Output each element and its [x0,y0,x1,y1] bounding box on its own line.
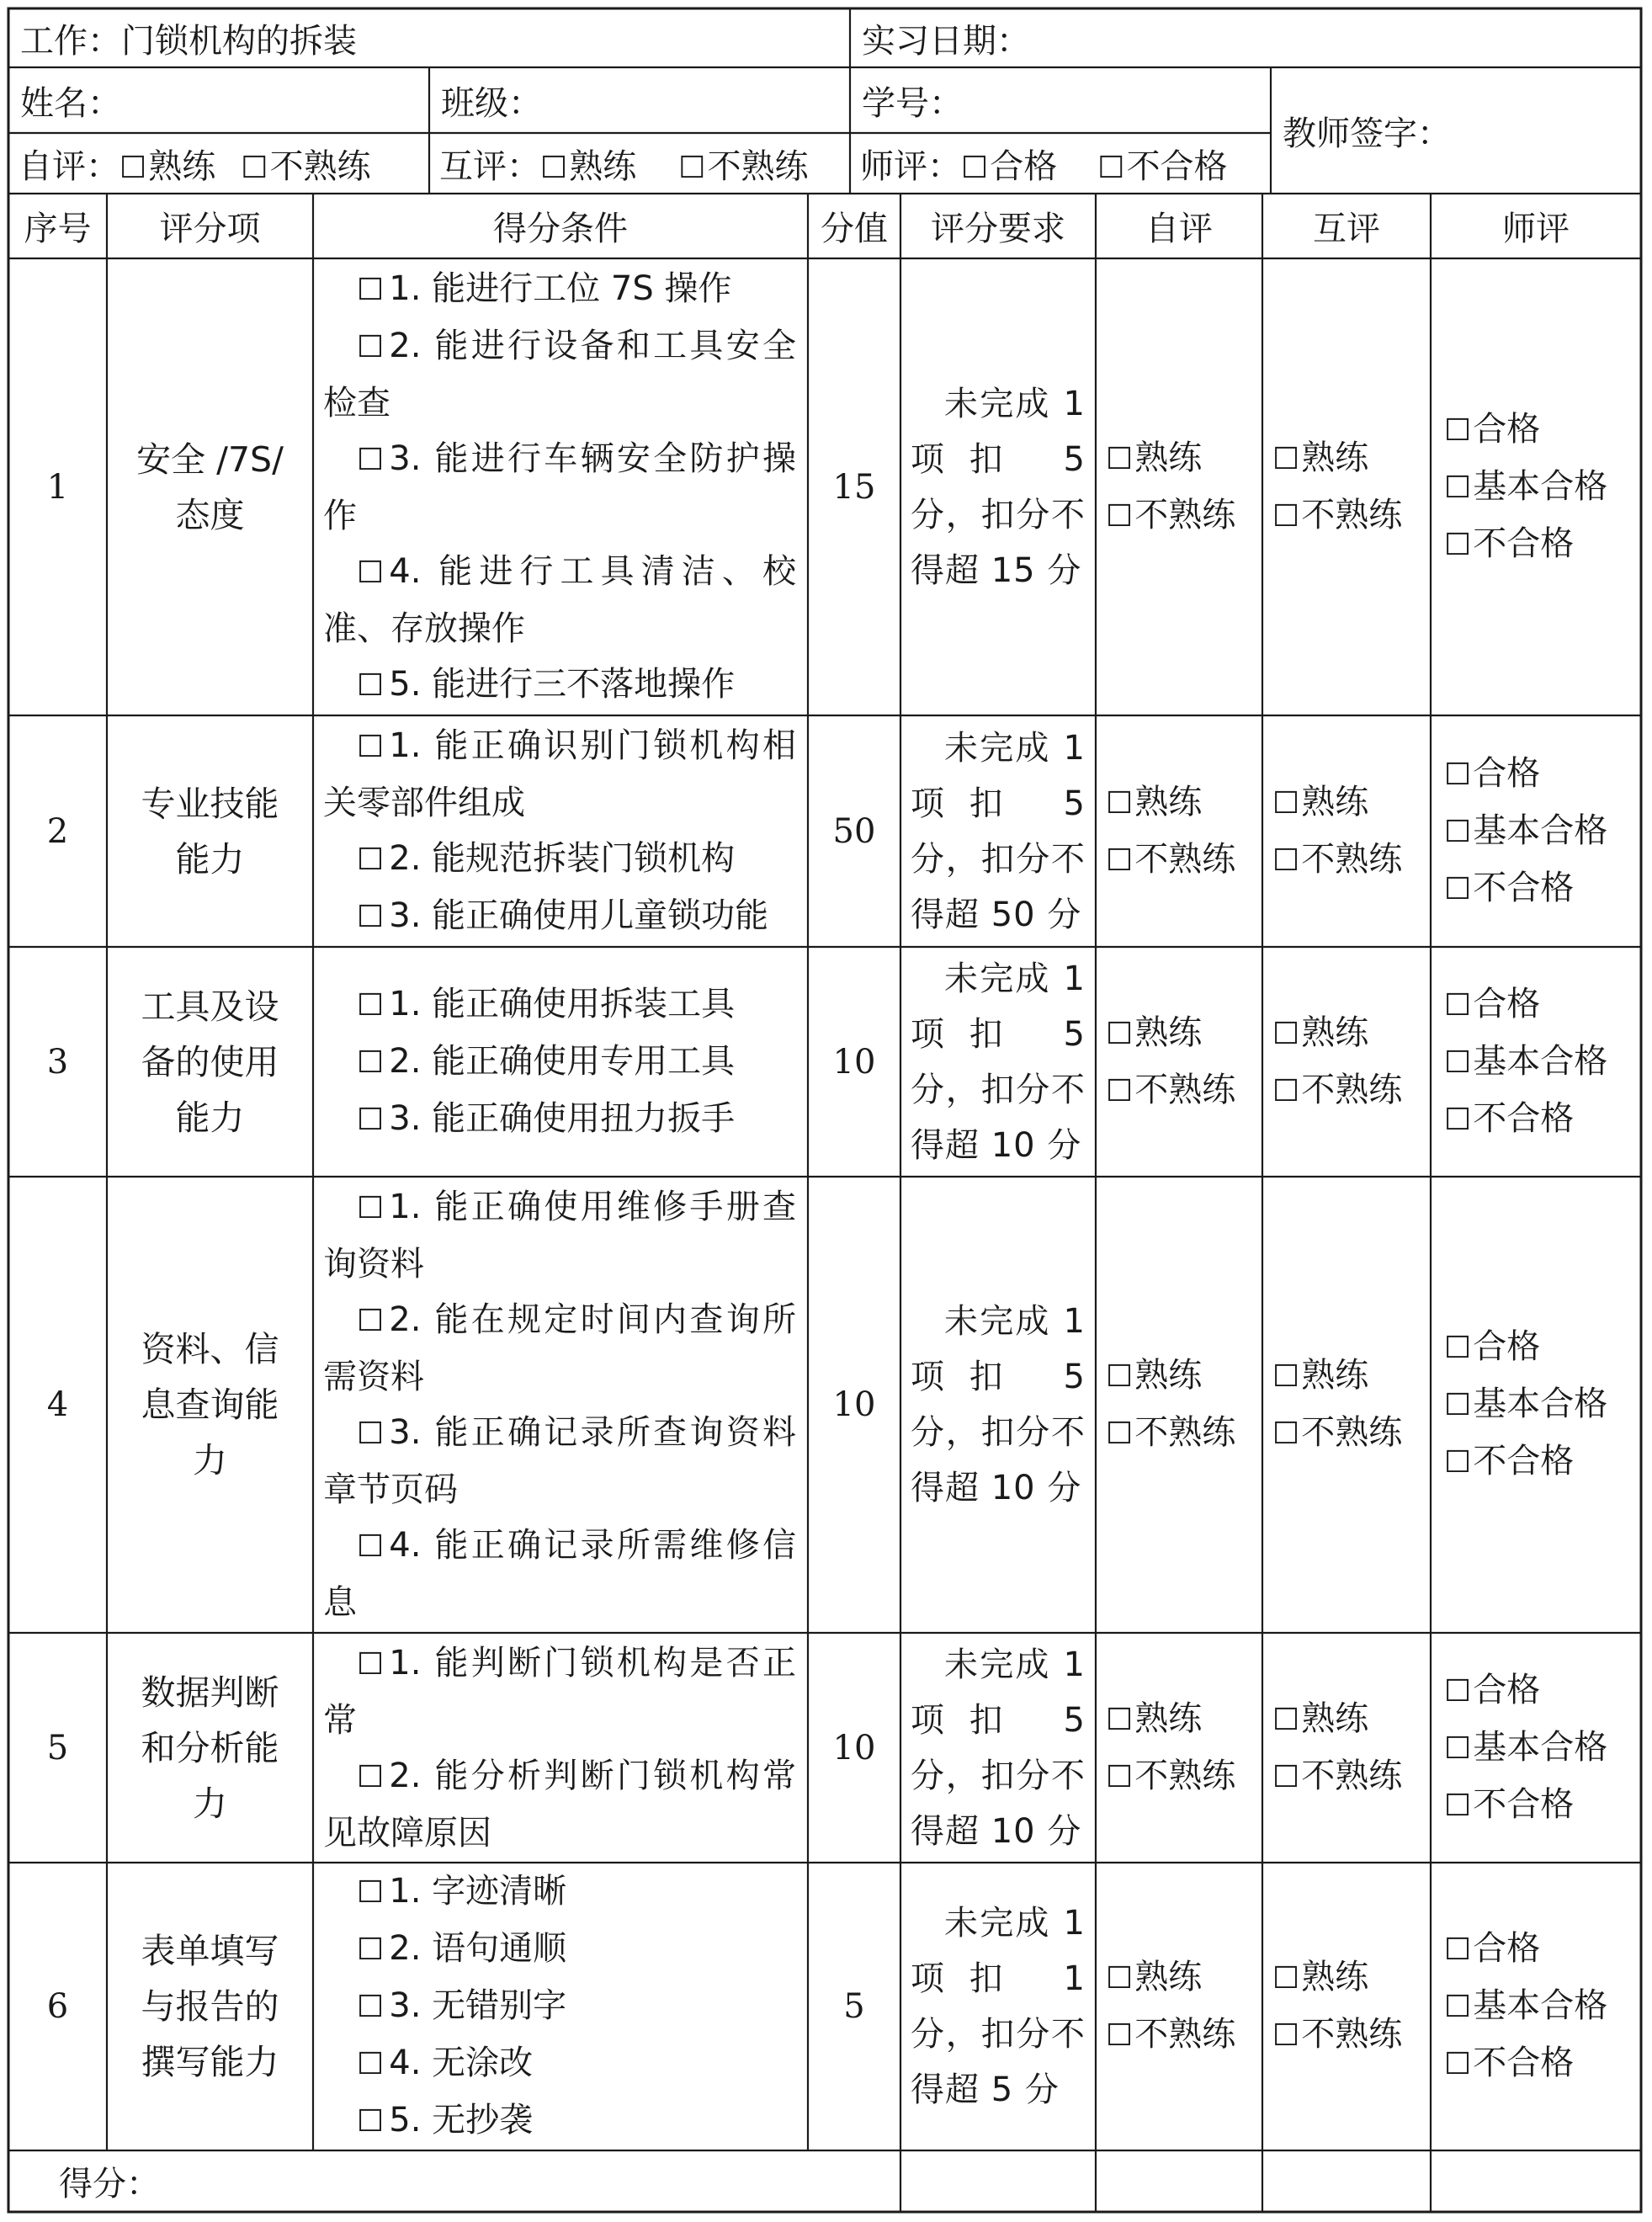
condition-item[interactable]: ☐ 3. 能正确使用扭力扳手 [357,1098,736,1138]
teacher-option-pass[interactable]: ☐合格 [1444,1327,1541,1366]
signature-label: 教师签字： [1283,114,1451,153]
condition-item[interactable]: ☐ 4. 能进行工具清洁、校准、存放操作 [323,551,796,648]
row-2-seq: 2 [46,811,69,851]
checkbox-icon: ☐ [1272,843,1300,878]
checkbox-icon: ☐ [1272,498,1300,534]
row-4-teacher-eval [1431,1177,1641,1633]
checkbox-icon: ☐ [357,1417,385,1451]
peer-option-proficient[interactable]: ☐熟练 [1272,1698,1369,1738]
checkbox-icon: ☐ [1444,1045,1472,1080]
name-label: 姓名： [20,83,121,123]
row-6-category: 表单填写与报告的撰写能力 [141,1931,279,2082]
student-id-label: 学号： [862,83,963,123]
checkbox-icon: ☐ [1106,1016,1134,1051]
checkbox-icon: ☐ [1272,1417,1300,1451]
row-1-conditions [313,258,808,715]
self-option-proficient[interactable]: ☐熟练 [1106,1356,1203,1395]
row-4-category: 资料、信息查询能力 [141,1329,279,1480]
condition-item[interactable]: ☐ 2. 能规范拆装门锁机构 [357,838,736,878]
row-5-teacher-eval [1431,1633,1641,1863]
row-2-category: 专业技能能力 [141,783,279,880]
checkbox-icon: ☐ [357,329,385,364]
checkbox-icon: ☐ [1444,412,1472,448]
peer-proficient-checkbox[interactable]: ☐熟练 [540,146,637,186]
checkbox-icon: ☐ [1106,1702,1134,1737]
checkbox-icon: ☐ [1106,843,1134,878]
checkbox-icon: ☐ [1272,2018,1300,2053]
checkbox-icon: ☐ [357,1191,385,1225]
checkbox-icon: ☐ [1444,1445,1472,1480]
student-id-cell[interactable] [850,67,1271,133]
teacher-option-basic-pass[interactable]: ☐基本合格 [1444,1727,1608,1767]
row-5-score: 10 [832,1728,876,1768]
teacher-fail-checkbox[interactable]: ☐不合格 [1097,146,1228,186]
teacher-option-pass[interactable]: ☐合格 [1444,1670,1541,1709]
total-score-label: 得分： [59,2165,160,2203]
total-self-cell[interactable] [900,2150,1096,2212]
checkbox-icon: ☐ [1444,1788,1472,1823]
condition-item[interactable]: ☐ 3. 能正确记录所查询资料章节页码 [323,1413,796,1509]
condition-item[interactable]: ☐ 4. 无涂改 [357,2044,534,2082]
peer-option-not-proficient[interactable]: ☐不熟练 [1272,1756,1403,1795]
teacher-option-fail[interactable]: ☐不合格 [1444,1442,1575,1480]
teacher-option-basic-pass[interactable]: ☐基本合格 [1444,1041,1608,1081]
checkbox-icon: ☐ [357,442,385,477]
checkbox-icon: ☐ [241,150,268,185]
peer-not-proficient-checkbox[interactable]: ☐不熟练 [678,146,809,186]
condition-item[interactable]: ☐ 2. 能进行设备和工具安全检查 [323,326,796,423]
row-2-score: 50 [832,811,876,851]
self-eval-label: 自评： [19,146,120,186]
teacher-option-pass[interactable]: ☐合格 [1444,409,1541,449]
col-header-score: 分值 [821,210,888,248]
col-header-teacher: 师评 [1502,210,1570,248]
row-3-teacher-eval [1431,947,1641,1177]
self-option-not-proficient[interactable]: ☐不熟练 [1106,2015,1236,2054]
teacher-option-fail[interactable]: ☐不合格 [1444,2044,1575,2082]
row-5-category: 数据判断和分析能力 [141,1672,279,1824]
checkbox-icon: ☐ [357,1529,385,1564]
row-3-category: 工具及设备的使用能力 [141,986,279,1138]
checkbox-icon: ☐ [1106,785,1134,821]
total-self-eval-cell[interactable] [1096,2150,1262,2212]
checkbox-icon: ☐ [1444,1730,1472,1766]
total-teacher-eval-cell[interactable] [1431,2150,1641,2212]
peer-option-proficient[interactable]: ☐熟练 [1272,1356,1369,1395]
condition-item[interactable]: ☐ 3. 能正确使用儿童锁功能 [357,896,769,935]
checkbox-icon: ☐ [1444,757,1472,792]
condition-item[interactable]: ☐ 1. 能正确识别门锁机构相关零部件组成 [323,726,796,822]
condition-item[interactable]: ☐ 1. 能判断门锁机构是否正常 [323,1643,796,1740]
self-option-not-proficient[interactable]: ☐不熟练 [1106,1070,1236,1109]
total-peer-eval-cell[interactable] [1262,2150,1431,2212]
checkbox-icon: ☐ [357,1102,385,1137]
checkbox-icon: ☐ [1444,1932,1472,1967]
checkbox-icon: ☐ [1272,785,1300,821]
self-option-not-proficient[interactable]: ☐不熟练 [1106,495,1236,534]
row-6-seq: 6 [46,1987,69,2026]
class-label: 班级： [441,83,542,123]
checkbox-icon: ☐ [1444,1388,1472,1422]
peer-option-not-proficient[interactable]: ☐不熟练 [1272,1413,1403,1452]
checkbox-icon: ☐ [1444,2047,1472,2081]
date-cell[interactable] [850,8,1641,67]
condition-list [323,261,796,714]
condition-list [323,1179,796,1630]
row-1-peer-eval [1262,258,1431,715]
condition-list [323,1863,796,2150]
task-title: 门锁机构的拆装 [121,21,357,61]
col-header-item: 评分项 [159,210,261,248]
self-option-proficient[interactable]: ☐熟练 [1106,1013,1203,1052]
condition-item[interactable]: ☐ 1. 能进行工位 7S 操作 [357,268,732,308]
peer-option-proficient[interactable]: ☐熟练 [1272,1958,1369,1996]
checkbox-icon: ☐ [1444,527,1472,562]
teacher-option-fail[interactable]: ☐不合格 [1444,868,1575,907]
self-eval-cell [8,133,429,194]
row-6-teacher-eval [1431,1863,1641,2150]
row-3-requirement: 未完成 1 项扣 5 分，扣分不得超 10 分 [911,959,1086,1165]
row-2-peer-eval [1262,715,1431,947]
checkbox-icon: ☐ [1272,441,1300,476]
checkbox-icon: ☐ [357,1646,385,1682]
peer-option-proficient[interactable]: ☐熟练 [1272,782,1369,821]
row-4-seq: 4 [46,1385,69,1424]
condition-item[interactable]: ☐ 2. 语句通顺 [357,1929,567,1968]
self-proficient-checkbox[interactable]: ☐熟练 [120,146,216,186]
row-1-teacher-eval [1431,258,1641,715]
condition-item[interactable]: ☐ 1. 能正确使用维修手册查询资料 [323,1188,796,1284]
condition-item[interactable]: ☐ 2. 能在规定时间内查询所需资料 [323,1300,796,1396]
row-1-self-eval [1096,258,1262,715]
checkbox-icon: ☐ [1444,871,1472,906]
peer-eval-cell [429,133,850,194]
col-header-seq: 序号 [24,210,92,248]
row-5-requirement: 未完成 1 项扣 5 分，扣分不得超 10 分 [911,1645,1086,1851]
checkbox-icon: ☐ [1106,1961,1134,1996]
self-option-proficient[interactable]: ☐熟练 [1106,782,1203,821]
checkbox-icon: ☐ [357,1304,385,1338]
class-cell[interactable] [429,67,850,133]
peer-option-not-proficient[interactable]: ☐不熟练 [1272,495,1403,534]
peer-option-not-proficient[interactable]: ☐不熟练 [1272,2015,1403,2054]
teacher-option-pass[interactable]: ☐合格 [1444,753,1541,793]
task-label: 工作： [20,21,121,61]
checkbox-icon: ☐ [1106,2018,1134,2053]
checkbox-icon: ☐ [357,2047,385,2081]
row-3-score: 10 [832,1042,876,1082]
teacher-option-pass[interactable]: ☐合格 [1444,984,1541,1023]
task-cell [8,8,850,67]
checkbox-icon: ☐ [1272,1359,1300,1394]
col-header-conditions: 得分条件 [493,210,628,248]
row-4-conditions [313,1177,808,1633]
checkbox-icon: ☐ [357,842,385,877]
col-header-requirement: 评分要求 [931,210,1065,248]
total-score-cell[interactable] [8,2150,900,2212]
condition-list [323,1635,796,1861]
checkbox-icon: ☐ [1444,814,1472,849]
checkbox-icon: ☐ [1106,1073,1134,1108]
checkbox-icon: ☐ [357,1990,385,2024]
condition-item[interactable]: ☐ 3. 无错别字 [357,1986,567,2025]
checkbox-icon: ☐ [357,1759,385,1794]
condition-item[interactable]: ☐ 2. 能分析判断门锁机构常见故障原因 [323,1756,796,1853]
row-5-self-eval [1096,1633,1262,1863]
self-not-proficient-checkbox[interactable]: ☐不熟练 [241,146,371,186]
teacher-option-fail[interactable]: ☐不合格 [1444,524,1575,563]
teacher-option-basic-pass[interactable]: ☐基本合格 [1444,811,1608,850]
condition-item[interactable]: ☐ 5. 无抄袭 [357,2101,534,2140]
condition-list [323,976,796,1148]
condition-item[interactable]: ☐ 3. 能进行车辆安全防护操作 [323,439,796,535]
checkbox-icon: ☐ [357,1932,385,1967]
checkbox-icon: ☐ [1444,1673,1472,1709]
row-1-category: 安全 /7S/ 态度 [136,439,284,535]
checkbox-icon: ☐ [1272,1702,1300,1737]
peer-option-proficient[interactable]: ☐熟练 [1272,438,1369,477]
condition-list [323,718,796,945]
condition-item[interactable]: ☐ 4. 能正确记录所需维修信息 [323,1526,796,1622]
row-6-requirement: 未完成 1 项扣 1 分，扣分不得超 5 分 [911,1904,1086,2109]
teacher-option-fail[interactable]: ☐不合格 [1444,1784,1575,1824]
teacher-option-pass[interactable]: ☐合格 [1444,1929,1541,1968]
checkbox-icon: ☐ [357,667,385,703]
teacher-eval-label: 师评： [860,146,961,186]
condition-item[interactable]: ☐ 1. 字迹清晰 [357,1872,567,1911]
checkbox-icon: ☐ [1444,1990,1472,2024]
checkbox-icon: ☐ [357,1045,385,1080]
row-4-peer-eval [1262,1177,1431,1633]
condition-item[interactable]: ☐ 1. 能正确使用拆装工具 [357,984,736,1023]
self-option-not-proficient[interactable]: ☐不熟练 [1106,839,1236,879]
checkbox-icon: ☐ [1272,1759,1300,1794]
checkbox-icon: ☐ [1097,150,1125,185]
checkbox-icon: ☐ [357,2104,385,2139]
row-5-seq: 5 [46,1728,69,1768]
row-6-peer-eval [1262,1863,1431,2150]
row-2-teacher-eval [1431,715,1641,947]
row-3-seq: 3 [46,1042,69,1082]
self-option-proficient[interactable]: ☐熟练 [1106,1698,1203,1738]
condition-item[interactable]: ☐ 5. 能进行三不落地操作 [357,664,736,704]
checkbox-icon: ☐ [540,150,568,185]
checkbox-icon: ☐ [357,899,385,934]
checkbox-icon: ☐ [357,729,385,764]
checkbox-icon: ☐ [1106,441,1134,476]
row-6-score: 5 [843,1987,865,2026]
checkbox-icon: ☐ [1106,1417,1134,1451]
checkbox-icon: ☐ [357,987,385,1023]
row-5-peer-eval [1262,1633,1431,1863]
teacher-eval-cell [850,133,1271,194]
teacher-option-basic-pass[interactable]: ☐基本合格 [1444,1385,1608,1423]
checkbox-icon: ☐ [1106,1759,1134,1794]
teacher-pass-checkbox[interactable]: ☐合格 [961,146,1058,186]
col-header-self: 自评 [1145,210,1213,248]
checkbox-icon: ☐ [357,272,385,307]
self-option-proficient[interactable]: ☐熟练 [1106,438,1203,477]
row-4-self-eval [1096,1177,1262,1633]
checkbox-icon: ☐ [1444,1102,1472,1137]
row-2-conditions [313,715,808,947]
row-3-peer-eval [1262,947,1431,1177]
teacher-option-fail[interactable]: ☐不合格 [1444,1098,1575,1138]
checkbox-icon: ☐ [1444,987,1472,1023]
self-option-not-proficient[interactable]: ☐不熟练 [1106,1413,1236,1452]
condition-item[interactable]: ☐ 2. 能正确使用专用工具 [357,1041,736,1081]
peer-eval-label: 互评： [439,146,540,186]
signature-cell[interactable] [1271,67,1641,194]
checkbox-icon: ☐ [961,150,989,185]
row-1-score: 15 [832,467,876,507]
row-1-requirement: 未完成 1 项扣 5 分，扣分不得超 15 分 [911,384,1086,590]
teacher-option-basic-pass[interactable]: ☐基本合格 [1444,466,1608,506]
row-6-conditions [313,1863,808,2150]
row-3-self-eval [1096,947,1262,1177]
name-cell[interactable] [8,67,429,133]
checkbox-icon: ☐ [1272,1961,1300,1996]
checkbox-icon: ☐ [1444,1331,1472,1365]
row-4-requirement: 未完成 1 项扣 5 分，扣分不得超 10 分 [911,1302,1086,1507]
checkbox-icon: ☐ [1106,498,1134,534]
row-6-self-eval [1096,1863,1262,2150]
date-label: 实习日期： [862,21,1030,61]
peer-option-not-proficient[interactable]: ☐不熟练 [1272,839,1403,879]
peer-option-not-proficient[interactable]: ☐不熟练 [1272,1070,1403,1109]
checkbox-icon: ☐ [357,555,385,590]
checkbox-icon: ☐ [1106,1359,1134,1394]
checkbox-icon: ☐ [357,1875,385,1910]
row-2-self-eval [1096,715,1262,947]
col-header-peer: 互评 [1313,210,1380,248]
peer-option-proficient[interactable]: ☐熟练 [1272,1013,1369,1052]
row-2-requirement: 未完成 1 项扣 5 分，扣分不得超 50 分 [911,728,1086,934]
row-5-conditions [313,1633,808,1863]
checkbox-icon: ☐ [120,150,147,185]
teacher-option-basic-pass[interactable]: ☐基本合格 [1444,1986,1608,2025]
row-3-conditions [313,947,808,1177]
row-4-score: 10 [832,1385,876,1424]
checkbox-icon: ☐ [1444,470,1472,505]
checkbox-icon: ☐ [1272,1073,1300,1108]
self-option-proficient[interactable]: ☐熟练 [1106,1958,1203,1996]
self-option-not-proficient[interactable]: ☐不熟练 [1106,1756,1236,1795]
checkbox-icon: ☐ [1272,1016,1300,1051]
row-1-seq: 1 [46,467,69,507]
checkbox-icon: ☐ [678,150,706,185]
